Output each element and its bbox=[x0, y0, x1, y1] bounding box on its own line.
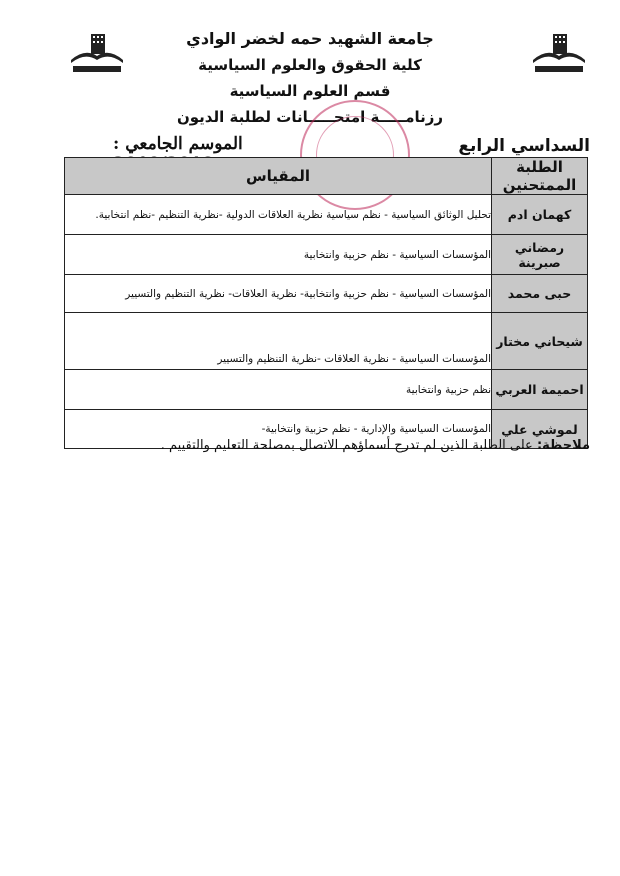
university-name: جامعة الشهيد حمه لخضر الوادي bbox=[186, 29, 434, 48]
academic-season: الموسم الجامعي : bbox=[113, 134, 243, 154]
table-row bbox=[65, 275, 588, 313]
footer-note bbox=[161, 438, 590, 453]
student-name: كهمان ادم bbox=[492, 195, 588, 235]
table-header-row bbox=[65, 158, 588, 195]
student-subjects: المؤسسات السياسية - نظم حزبية وانتخابية bbox=[65, 235, 492, 275]
faculty-name: كلية الحقوق والعلوم السياسية bbox=[198, 56, 422, 74]
student-name: احميمة العربي bbox=[492, 370, 588, 410]
table-row bbox=[65, 370, 588, 410]
table-row bbox=[65, 235, 588, 275]
student-name: حبى محمد bbox=[492, 275, 588, 313]
table-row bbox=[65, 313, 588, 370]
university-logo-left bbox=[65, 30, 129, 78]
student-name: شيحاني مختار bbox=[492, 313, 588, 370]
student-name: لموشي علي bbox=[492, 410, 588, 449]
student-subjects: المؤسسات السياسية - نظرية العلاقات -نظرية التنظيم والتسيير bbox=[65, 313, 492, 370]
document-title: رزنامـــــة امتحـــــانات لطلبة الديون bbox=[176, 108, 444, 126]
student-subjects: المؤسسات السياسية والإدارية - نظم حزبية وانتخابية- bbox=[65, 410, 492, 449]
university-logo-right bbox=[527, 30, 591, 78]
exam-schedule-table bbox=[64, 157, 588, 449]
header-students: الطلبة الممتحنين bbox=[492, 158, 588, 195]
department-name: قسم العلوم السياسية bbox=[229, 82, 391, 100]
student-subjects: نظم حزبية وانتخابية bbox=[65, 370, 492, 410]
student-subjects: المؤسسات السياسية - نظم حزبية وانتخابية- نظرية العلاقات- نظرية التنظيم والتسيير bbox=[65, 275, 492, 313]
note-text: على الطلبة الذين لم تدرج أسماؤهم الاتصال بمصلحة التعليم والتقييم . bbox=[160, 438, 537, 453]
table-row bbox=[65, 195, 588, 235]
document-header bbox=[130, 26, 490, 130]
header-subjects: المقياس bbox=[65, 158, 492, 195]
student-name: رمضاني صبرينة bbox=[492, 235, 588, 275]
semester-label: السداسي الرابع bbox=[458, 136, 590, 156]
student-subjects: تحليل الوثائق السياسية - نظم سياسية نظرية العلاقات الدولية -نظرية التنظيم -نظم انتخابية. bbox=[65, 195, 492, 235]
note-label: ملاحظة: bbox=[536, 438, 590, 453]
